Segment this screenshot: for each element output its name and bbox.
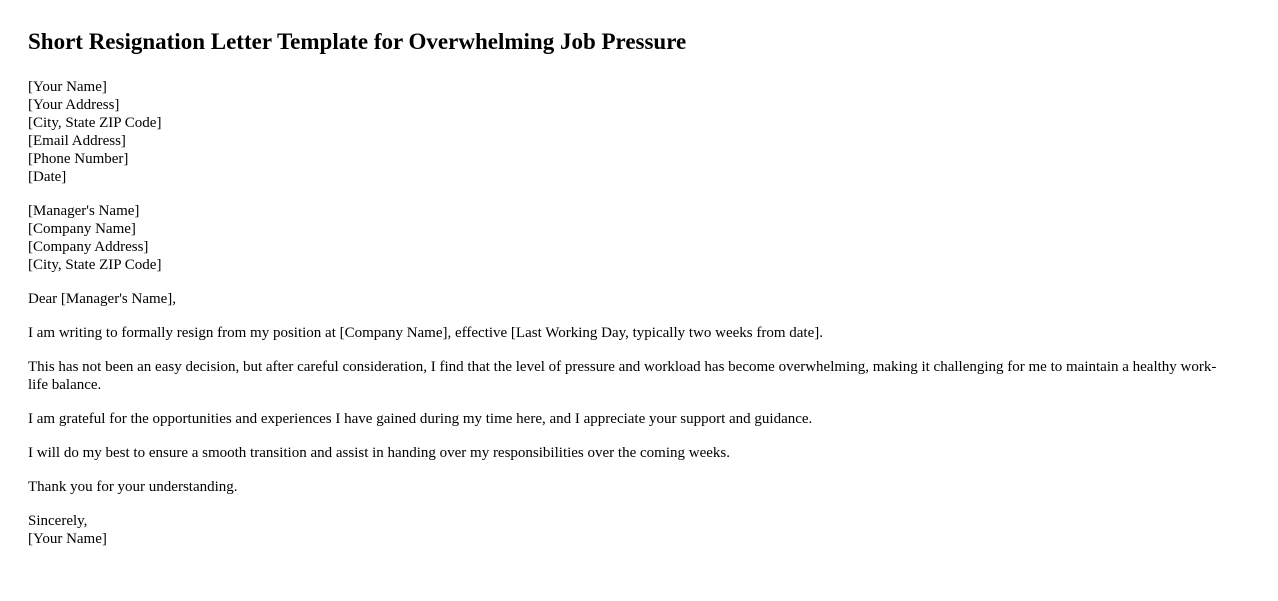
page-title: Short Resignation Letter Template for Overwhelming Job Pressure bbox=[28, 29, 687, 54]
recipient-block bbox=[28, 202, 1250, 274]
salutation: Dear [Manager's Name], bbox=[28, 291, 177, 307]
body-paragraph-5: Thank you for your understanding. bbox=[28, 479, 238, 495]
closing-signature: [Your Name] bbox=[28, 531, 107, 547]
sender-address: [Your Address] bbox=[28, 97, 120, 113]
sender-email: [Email Address] bbox=[28, 133, 126, 149]
body-paragraph-4: I will do my best to ensure a smooth transition and assist in handing over my responsibilities over the coming weeks. bbox=[28, 445, 730, 461]
sender-name: [Your Name] bbox=[28, 79, 107, 95]
recipient-company-name: [Company Name] bbox=[28, 221, 136, 237]
sender-phone: [Phone Number] bbox=[28, 151, 129, 167]
recipient-city-state-zip: [City, State ZIP Code] bbox=[28, 257, 162, 273]
body-paragraph-1: I am writing to formally resign from my position at [Company Name], effective [Last Working Day, typically two weeks from date]. bbox=[28, 325, 823, 341]
body-paragraph-2: This has not been an easy decision, but after careful consideration, I find that the level of pressure and workload has become overwhelming, making it challenging for me to maintain a healthy work-life balance. bbox=[28, 359, 1217, 393]
body-paragraph-3: I am grateful for the opportunities and experiences I have gained during my time here, and I appreciate your support and guidance. bbox=[28, 411, 813, 427]
recipient-manager-name: [Manager's Name] bbox=[28, 203, 140, 219]
sender-block bbox=[28, 78, 1250, 186]
closing-signoff: Sincerely, bbox=[28, 513, 88, 529]
closing-block bbox=[28, 512, 1250, 548]
sender-city-state-zip: [City, State ZIP Code] bbox=[28, 115, 162, 131]
recipient-company-address: [Company Address] bbox=[28, 239, 149, 255]
letter-date: [Date] bbox=[28, 169, 67, 185]
